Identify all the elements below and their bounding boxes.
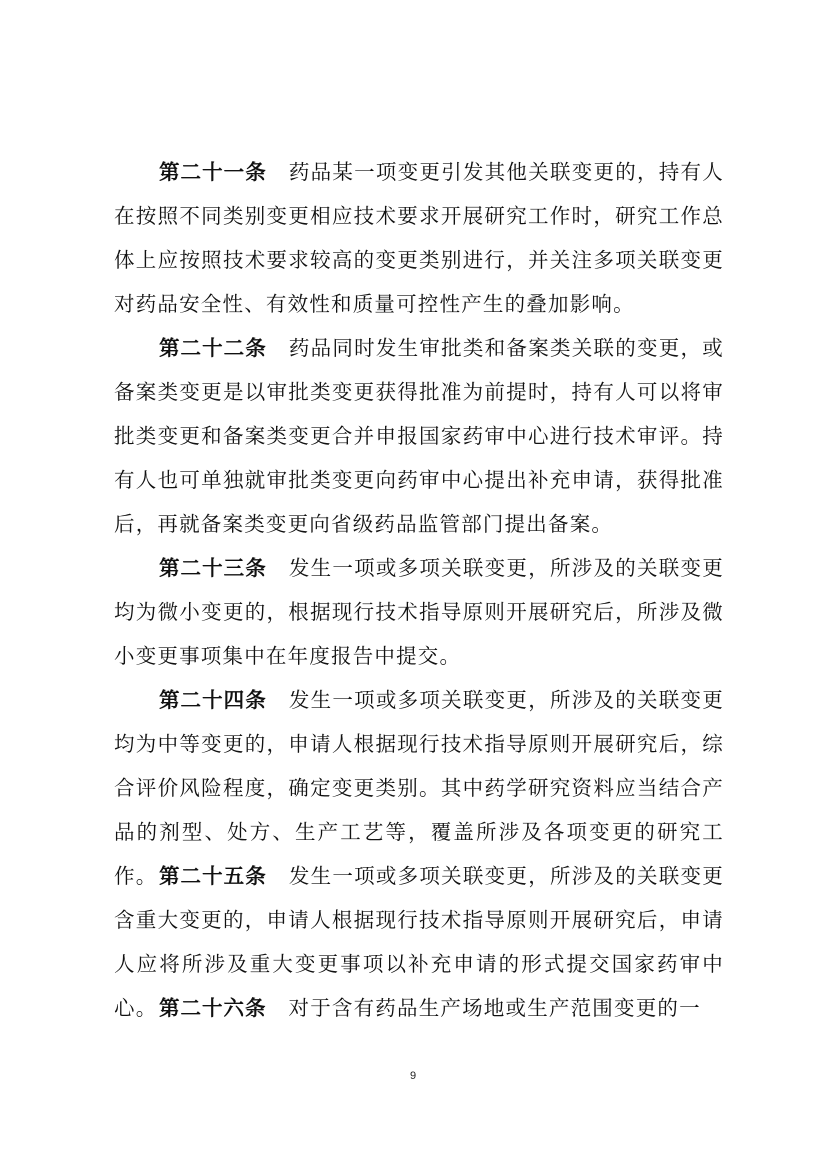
article-body: 发生一项或多项关联变更，所涉及的关联变更均为微小变更的，根据现行技术指导原则开展研究后，所涉及微小变更事项集中在年度报告中提交。 [114,556,724,668]
article-23 [114,546,724,678]
page-number: 9 [409,1070,417,1082]
article-21 [114,150,724,326]
article-heading: 第二十三条 [159,556,267,580]
article-body: 对于含有药品生产场地或生产范围变更的一 [288,996,701,1020]
article-heading: 第二十六条 [159,996,267,1020]
article-body: 药品某一项变更引发其他关联变更的，持有人在按照不同类别变更相应技术要求开展研究工作时，研究工作总体上应按照技术要求较高的变更类别进行，并关注多项关联变更对药品安全性、有效性和质量可控性产生的叠加影响。 [114,160,724,316]
article-body: 药品同时发生审批类和备案类关联的变更，或备案类变更是以审批类变更获得批准为前提时，持有人可以将审批类变更和备案类变更合并申报国家药审中心进行技术审评。持有人也可单独就审批类变更向药审中心提出补充申请，获得批准后，再就备案类变更向省级药品监管部门提出备案。 [114,336,724,536]
article-heading: 第二十一条 [159,160,267,184]
article-26 [114,986,724,1030]
article-heading: 第二十四条 [159,688,267,712]
article-heading: 第二十五条 [159,864,267,888]
article-body: 发生一项或多项关联变更，所涉及的关联变更含重大变更的，申请人根据现行技术指导原则开展研究后，申请人应将所涉及重大变更事项以补充申请的形式提交国家药审中心。 [114,864,724,1020]
article-body: 发生一项或多项关联变更，所涉及的关联变更均为中等变更的，申请人根据现行技术指导原则开展研究后，综合评价风险程度，确定变更类别。其中药学研究资料应当结合产品的剂型、处方、生产工艺等，覆盖所涉及各项变更的研究工作。 [114,688,724,888]
article-22 [114,326,724,546]
article-heading: 第二十二条 [159,336,267,360]
